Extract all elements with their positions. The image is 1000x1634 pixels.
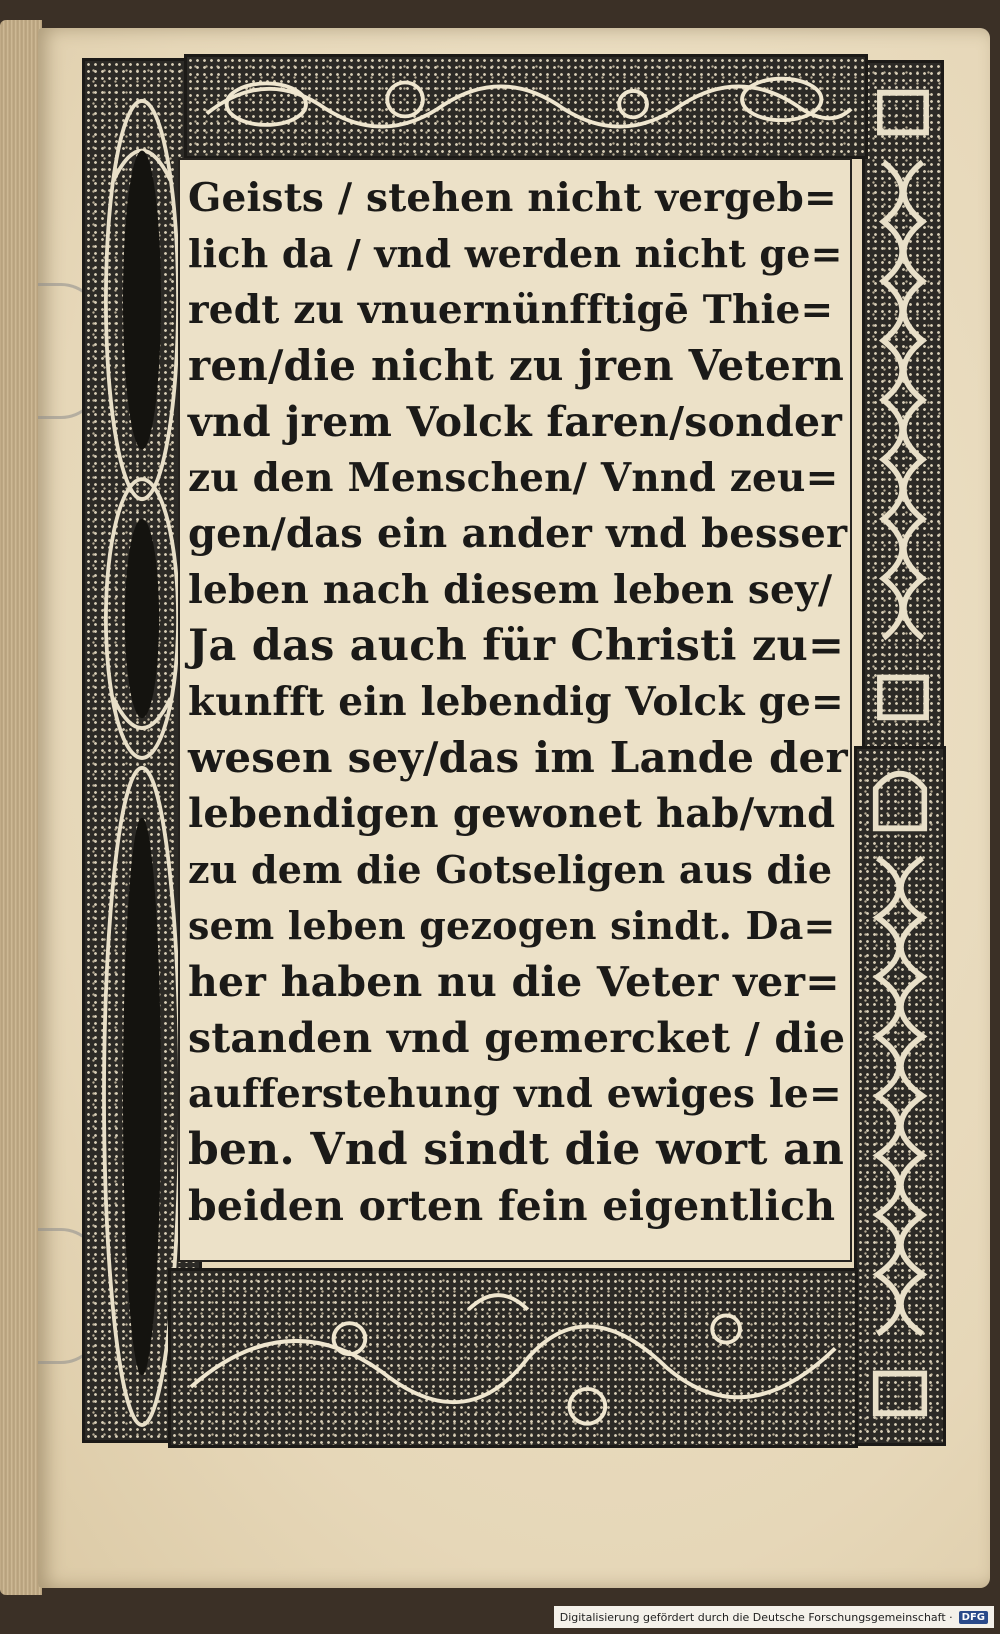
bottom-ornament-border bbox=[168, 1268, 858, 1448]
text-line: ben. Vnd sindt die wort an bbox=[188, 1124, 845, 1175]
text-line: ren/die nicht zu jren Vetern bbox=[188, 341, 845, 390]
credit-text: Digitalisierung gefördert durch die Deutsche Forschungsgemeinschaft · bbox=[559, 1610, 953, 1624]
text-line: kunfft ein lebendig Volck ge= bbox=[188, 679, 844, 725]
right-ornament-border-upper bbox=[862, 60, 944, 750]
rope-column-icon bbox=[857, 749, 943, 1443]
floral-band-icon bbox=[187, 57, 865, 156]
text-line: standen vnd gemercket / die bbox=[188, 1014, 846, 1062]
text-block bbox=[180, 160, 850, 1260]
text-line: lebendigen gewonet hab/vnd bbox=[188, 790, 836, 837]
text-line: zu den Menschen/ Vnnd zeu= bbox=[188, 455, 839, 501]
digitization-credit bbox=[554, 1606, 994, 1628]
text-line: leben nach diesem leben sey/ bbox=[188, 567, 833, 613]
text-line: sem leben gezogen sindt. Da= bbox=[188, 903, 836, 948]
text-line: beiden orten fein eigentlich bbox=[188, 1182, 836, 1230]
text-line: Geists / stehen nicht vergeb= bbox=[188, 175, 837, 221]
text-line: vnd jrem Volck faren/sonder bbox=[188, 398, 843, 446]
text-line: gen/das ein ander vnd besser bbox=[188, 510, 848, 557]
vine-band-icon bbox=[171, 1271, 855, 1445]
text-line: lich da / vnd werden nicht ge= bbox=[188, 231, 843, 276]
text-line: Ja das auch für Christi zu= bbox=[188, 621, 845, 671]
text-line: wesen sey/das im Lande der bbox=[188, 733, 848, 782]
rope-column-icon bbox=[865, 63, 941, 747]
top-ornament-border bbox=[184, 54, 868, 159]
text-line: her haben nu die Veter ver= bbox=[188, 958, 840, 1006]
text-line: redt zu vnuernünfftigē Thie= bbox=[188, 287, 834, 333]
book-edge bbox=[0, 20, 42, 1595]
right-ornament-border-lower bbox=[854, 746, 946, 1446]
text-line: aufferstehung vnd ewiges le= bbox=[188, 1071, 842, 1117]
dfg-logo: DFG bbox=[959, 1611, 988, 1624]
text-line: zu dem die Gotseligen aus die bbox=[188, 847, 833, 892]
